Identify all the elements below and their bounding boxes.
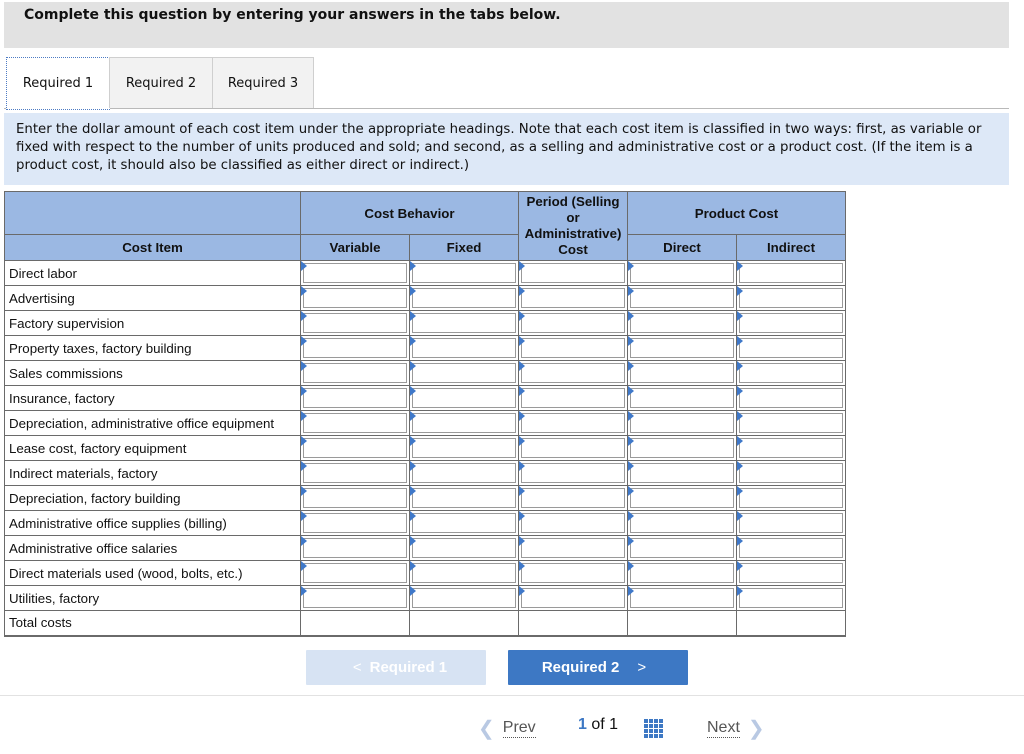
cell-marker-icon (737, 386, 743, 396)
indirect-cell[interactable] (737, 461, 846, 486)
variable-amount-input[interactable] (303, 388, 407, 408)
cell-marker-icon (410, 461, 416, 471)
cost-item-label: Sales commissions (5, 361, 301, 386)
indirect-cell[interactable] (737, 311, 846, 336)
cell-marker-icon (628, 486, 634, 496)
fixed-amount-input[interactable] (412, 463, 516, 483)
period-amount-input[interactable] (521, 488, 625, 508)
table-row (5, 411, 846, 436)
period-amount-input[interactable] (521, 363, 625, 383)
chevron-left-icon: ❮ (478, 718, 495, 740)
cell-marker-icon (519, 386, 525, 396)
table-row (5, 286, 846, 311)
cost-classification-table (4, 191, 846, 637)
indirect-amount-input[interactable] (739, 388, 843, 408)
total-direct-cell (628, 611, 737, 636)
tab-required-2[interactable] (109, 57, 213, 108)
cell-marker-icon (410, 386, 416, 396)
direct-cell[interactable] (628, 536, 737, 561)
cell-marker-icon (410, 436, 416, 446)
cost-item-label: Administrative office salaries (5, 536, 301, 561)
direct-amount-input[interactable] (630, 563, 734, 583)
variable-amount-input[interactable] (303, 488, 407, 508)
cell-marker-icon (737, 286, 743, 296)
table-row (5, 511, 846, 536)
chevron-right-icon: > (637, 659, 647, 676)
cell-marker-icon (737, 536, 743, 546)
pager-prev-button[interactable] (470, 716, 536, 741)
direct-amount-input[interactable] (630, 388, 734, 408)
cost-item-label: Insurance, factory (5, 386, 301, 411)
fixed-amount-input[interactable] (412, 338, 516, 358)
tab-required-1[interactable] (6, 57, 110, 110)
cell-marker-icon (301, 461, 307, 471)
variable-cell[interactable] (301, 486, 410, 511)
table-row (5, 361, 846, 386)
cell-marker-icon (628, 536, 634, 546)
cell-marker-icon (410, 336, 416, 346)
corner-header (5, 192, 301, 235)
direct-cell[interactable] (628, 511, 737, 536)
variable-cell[interactable] (301, 261, 410, 286)
period-cell[interactable] (519, 286, 628, 311)
fixed-cell[interactable] (410, 411, 519, 436)
variable-cell[interactable] (301, 536, 410, 561)
cost-item-header: Cost Item (5, 235, 301, 261)
cell-marker-icon (301, 311, 307, 321)
indirect-cell[interactable] (737, 361, 846, 386)
table-row (5, 561, 846, 586)
direct-amount-input[interactable] (630, 263, 734, 283)
variable-cell[interactable] (301, 286, 410, 311)
table-row (5, 386, 846, 411)
direct-cell[interactable] (628, 436, 737, 461)
fixed-cell[interactable] (410, 486, 519, 511)
fixed-cell[interactable] (410, 361, 519, 386)
variable-amount-input[interactable] (303, 463, 407, 483)
variable-cell[interactable] (301, 361, 410, 386)
period-amount-input[interactable] (521, 588, 625, 608)
indirect-amount-input[interactable] (739, 413, 843, 433)
indirect-header: Indirect (737, 235, 846, 261)
variable-amount-input[interactable] (303, 263, 407, 283)
period-cell[interactable] (519, 336, 628, 361)
cell-marker-icon (301, 336, 307, 346)
cell-marker-icon (737, 511, 743, 521)
fixed-amount-input[interactable] (412, 388, 516, 408)
cell-marker-icon (628, 336, 634, 346)
cell-marker-icon (628, 436, 634, 446)
cell-marker-icon (628, 386, 634, 396)
period-cell[interactable] (519, 361, 628, 386)
cell-marker-icon (737, 486, 743, 496)
cost-item-label: Indirect materials, factory (5, 461, 301, 486)
cell-marker-icon (410, 511, 416, 521)
cell-marker-icon (628, 311, 634, 321)
indirect-amount-input[interactable] (739, 438, 843, 458)
direct-amount-input[interactable] (630, 438, 734, 458)
cell-marker-icon (301, 286, 307, 296)
cell-marker-icon (301, 586, 307, 596)
indirect-amount-input[interactable] (739, 288, 843, 308)
cell-marker-icon (301, 536, 307, 546)
direct-cell[interactable] (628, 261, 737, 286)
cell-marker-icon (410, 536, 416, 546)
chevron-left-icon: < (352, 659, 362, 676)
fixed-amount-input[interactable] (412, 363, 516, 383)
period-amount-input[interactable] (521, 413, 625, 433)
cell-marker-icon (737, 586, 743, 596)
cell-marker-icon (301, 261, 307, 271)
fixed-cell[interactable] (410, 386, 519, 411)
cell-marker-icon (519, 561, 525, 571)
cell-marker-icon (519, 536, 525, 546)
period-cell[interactable] (519, 511, 628, 536)
indirect-cell[interactable] (737, 436, 846, 461)
fixed-cell[interactable] (410, 561, 519, 586)
indirect-cell[interactable] (737, 386, 846, 411)
direct-amount-input[interactable] (630, 588, 734, 608)
instructions-text: Enter the dollar amount of each cost item under the appropriate headings. Note that each cost item is classified in two ways: first, as variable or fixed with respect to the number of units produced and sold; and second, as a selling and administrative cost or a product cost. (If the item is a product cost, it should also be classified as either direct or indirect.) (16, 122, 982, 173)
cell-marker-icon (737, 411, 743, 421)
cell-marker-icon (628, 411, 634, 421)
cell-marker-icon (410, 586, 416, 596)
variable-amount-input[interactable] (303, 363, 407, 383)
table-row (5, 311, 846, 336)
page-total: of 1 (591, 716, 619, 733)
direct-amount-input[interactable] (630, 488, 734, 508)
period-amount-input[interactable] (521, 338, 625, 358)
indirect-amount-input[interactable] (739, 263, 843, 283)
fixed-cell[interactable] (410, 461, 519, 486)
cost-item-label: Lease cost, factory equipment (5, 436, 301, 461)
cell-marker-icon (519, 486, 525, 496)
variable-header: Variable (301, 235, 410, 261)
direct-cell[interactable] (628, 411, 737, 436)
indirect-amount-input[interactable] (739, 588, 843, 608)
cost-item-label: Administrative office supplies (billing) (5, 511, 301, 536)
next-required-button[interactable] (508, 650, 688, 685)
fixed-cell[interactable] (410, 436, 519, 461)
cell-marker-icon (737, 561, 743, 571)
total-indirect-cell (737, 611, 846, 636)
cell-marker-icon (737, 336, 743, 346)
indirect-amount-input[interactable] (739, 363, 843, 383)
variable-cell[interactable] (301, 461, 410, 486)
indirect-cell[interactable] (737, 586, 846, 611)
total-fixed-cell (410, 611, 519, 636)
indirect-cell[interactable] (737, 486, 846, 511)
variable-amount-input[interactable] (303, 338, 407, 358)
cost-item-label: Direct materials used (wood, bolts, etc.) (5, 561, 301, 586)
indirect-amount-input[interactable] (739, 563, 843, 583)
cell-marker-icon (737, 311, 743, 321)
cell-marker-icon (410, 361, 416, 371)
cell-marker-icon (301, 561, 307, 571)
variable-cell[interactable] (301, 311, 410, 336)
fixed-amount-input[interactable] (412, 413, 516, 433)
period-amount-input[interactable] (521, 388, 625, 408)
variable-amount-input[interactable] (303, 563, 407, 583)
variable-cell[interactable] (301, 386, 410, 411)
variable-amount-input[interactable] (303, 538, 407, 558)
cell-marker-icon (519, 311, 525, 321)
variable-amount-input[interactable] (303, 513, 407, 533)
variable-cell[interactable] (301, 561, 410, 586)
fixed-amount-input[interactable] (412, 313, 516, 333)
current-page: 1 (578, 716, 587, 733)
cell-marker-icon (301, 511, 307, 521)
cell-marker-icon (737, 461, 743, 471)
period-amount-input[interactable] (521, 263, 625, 283)
period-amount-input[interactable] (521, 563, 625, 583)
question-header (4, 2, 1009, 48)
direct-amount-input[interactable] (630, 463, 734, 483)
fixed-amount-input[interactable] (412, 513, 516, 533)
direct-cell[interactable] (628, 311, 737, 336)
fixed-header: Fixed (410, 235, 519, 261)
period-cell[interactable] (519, 561, 628, 586)
variable-cell[interactable] (301, 586, 410, 611)
fixed-amount-input[interactable] (412, 538, 516, 558)
cell-marker-icon (628, 261, 634, 271)
variable-amount-input[interactable] (303, 288, 407, 308)
cell-marker-icon (519, 511, 525, 521)
variable-cell[interactable] (301, 336, 410, 361)
cell-marker-icon (301, 386, 307, 396)
direct-amount-input[interactable] (630, 413, 734, 433)
direct-amount-input[interactable] (630, 288, 734, 308)
cell-marker-icon (410, 286, 416, 296)
period-cell[interactable] (519, 461, 628, 486)
direct-amount-input[interactable] (630, 513, 734, 533)
fixed-cell[interactable] (410, 286, 519, 311)
period-cost-header: Period (Selling or Administrative) Cost (519, 192, 628, 261)
indirect-cell[interactable] (737, 336, 846, 361)
tab-label: Required 2 (125, 75, 197, 91)
fixed-cell[interactable] (410, 536, 519, 561)
cell-marker-icon (301, 411, 307, 421)
cell-marker-icon (628, 361, 634, 371)
period-cell[interactable] (519, 311, 628, 336)
total-costs-label: Total costs (5, 611, 301, 636)
period-amount-input[interactable] (521, 463, 625, 483)
fixed-cell[interactable] (410, 336, 519, 361)
cell-marker-icon (410, 561, 416, 571)
period-amount-input[interactable] (521, 438, 625, 458)
question-header-title: Complete this question by entering your answers in the tabs below. (24, 7, 561, 23)
variable-cell[interactable] (301, 436, 410, 461)
previous-required-button[interactable] (306, 650, 486, 685)
variable-amount-input[interactable] (303, 438, 407, 458)
direct-header: Direct (628, 235, 737, 261)
table-row (5, 261, 846, 286)
indirect-cell[interactable] (737, 536, 846, 561)
cell-marker-icon (628, 461, 634, 471)
tab-required-3[interactable] (212, 57, 314, 108)
cell-marker-icon (410, 411, 416, 421)
cell-marker-icon (410, 261, 416, 271)
period-cell[interactable] (519, 436, 628, 461)
direct-cell[interactable] (628, 461, 737, 486)
previous-required-label: Required 1 (369, 659, 448, 676)
indirect-amount-input[interactable] (739, 313, 843, 333)
cost-item-label: Depreciation, factory building (5, 486, 301, 511)
direct-cell[interactable] (628, 361, 737, 386)
tab-label: Required 1 (22, 76, 94, 91)
cell-marker-icon (519, 336, 525, 346)
indirect-amount-input[interactable] (739, 488, 843, 508)
fixed-amount-input[interactable] (412, 438, 516, 458)
fixed-amount-input[interactable] (412, 288, 516, 308)
tab-label: Required 3 (227, 75, 299, 91)
fixed-cell[interactable] (410, 261, 519, 286)
table-row (5, 461, 846, 486)
pager-prev-label: Prev (502, 719, 536, 736)
fixed-cell[interactable] (410, 586, 519, 611)
indirect-cell[interactable] (737, 261, 846, 286)
cost-item-label: Utilities, factory (5, 586, 301, 611)
indirect-cell[interactable] (737, 286, 846, 311)
cell-marker-icon (301, 361, 307, 371)
fixed-cell[interactable] (410, 311, 519, 336)
variable-cell[interactable] (301, 511, 410, 536)
direct-cell[interactable] (628, 586, 737, 611)
pager-next-button[interactable] (707, 716, 773, 741)
cell-marker-icon (628, 586, 634, 596)
period-cell[interactable] (519, 536, 628, 561)
cost-item-label: Advertising (5, 286, 301, 311)
table-row (5, 486, 846, 511)
table-row (5, 586, 846, 611)
cell-marker-icon (410, 486, 416, 496)
grid-menu-icon[interactable] (644, 719, 664, 739)
indirect-amount-input[interactable] (739, 463, 843, 483)
indirect-amount-input[interactable] (739, 538, 843, 558)
direct-amount-input[interactable] (630, 363, 734, 383)
cell-marker-icon (628, 511, 634, 521)
indirect-cell[interactable] (737, 411, 846, 436)
cell-marker-icon (628, 286, 634, 296)
cost-item-label: Depreciation, administrative office equipment (5, 411, 301, 436)
direct-cell[interactable] (628, 486, 737, 511)
cell-marker-icon (737, 361, 743, 371)
period-cell[interactable] (519, 386, 628, 411)
answer-tabs (4, 57, 1009, 109)
period-amount-input[interactable] (521, 513, 625, 533)
next-required-label: Required 2 (541, 659, 620, 676)
cell-marker-icon (301, 486, 307, 496)
cell-marker-icon (519, 286, 525, 296)
cell-marker-icon (519, 461, 525, 471)
pager-next-label: Next (707, 719, 740, 736)
period-amount-input[interactable] (521, 538, 625, 558)
table-row (5, 436, 846, 461)
instructions-panel (4, 113, 1009, 185)
table-row (5, 336, 846, 361)
total-row (5, 611, 846, 636)
total-variable-cell (301, 611, 410, 636)
variable-amount-input[interactable] (303, 313, 407, 333)
chevron-right-icon: ❯ (747, 718, 765, 740)
table-row (5, 536, 846, 561)
fixed-cell[interactable] (410, 511, 519, 536)
variable-cell[interactable] (301, 411, 410, 436)
indirect-cell[interactable] (737, 561, 846, 586)
indirect-amount-input[interactable] (739, 513, 843, 533)
direct-amount-input[interactable] (630, 538, 734, 558)
product-cost-header: Product Cost (628, 192, 846, 235)
fixed-amount-input[interactable] (412, 588, 516, 608)
period-cell[interactable] (519, 411, 628, 436)
direct-amount-input[interactable] (630, 313, 734, 333)
direct-cell[interactable] (628, 386, 737, 411)
cost-behavior-header: Cost Behavior (301, 192, 519, 235)
direct-cell[interactable] (628, 286, 737, 311)
cell-marker-icon (519, 411, 525, 421)
cell-marker-icon (519, 586, 525, 596)
cost-item-label: Direct labor (5, 261, 301, 286)
footer-divider (0, 695, 1024, 696)
fixed-amount-input[interactable] (412, 563, 516, 583)
variable-amount-input[interactable] (303, 588, 407, 608)
cell-marker-icon (519, 261, 525, 271)
variable-amount-input[interactable] (303, 413, 407, 433)
total-period-cell (519, 611, 628, 636)
cell-marker-icon (737, 436, 743, 446)
cell-marker-icon (737, 261, 743, 271)
page-counter (578, 716, 618, 734)
fixed-amount-input[interactable] (412, 488, 516, 508)
indirect-cell[interactable] (737, 511, 846, 536)
cost-item-label: Factory supervision (5, 311, 301, 336)
cell-marker-icon (628, 561, 634, 571)
period-cell[interactable] (519, 486, 628, 511)
period-cell[interactable] (519, 586, 628, 611)
cell-marker-icon (519, 436, 525, 446)
fixed-amount-input[interactable] (412, 263, 516, 283)
period-amount-input[interactable] (521, 313, 625, 333)
cell-marker-icon (410, 311, 416, 321)
direct-amount-input[interactable] (630, 338, 734, 358)
indirect-amount-input[interactable] (739, 338, 843, 358)
cost-item-label: Property taxes, factory building (5, 336, 301, 361)
period-amount-input[interactable] (521, 288, 625, 308)
period-cell[interactable] (519, 261, 628, 286)
direct-cell[interactable] (628, 336, 737, 361)
cell-marker-icon (301, 436, 307, 446)
direct-cell[interactable] (628, 561, 737, 586)
cell-marker-icon (519, 361, 525, 371)
